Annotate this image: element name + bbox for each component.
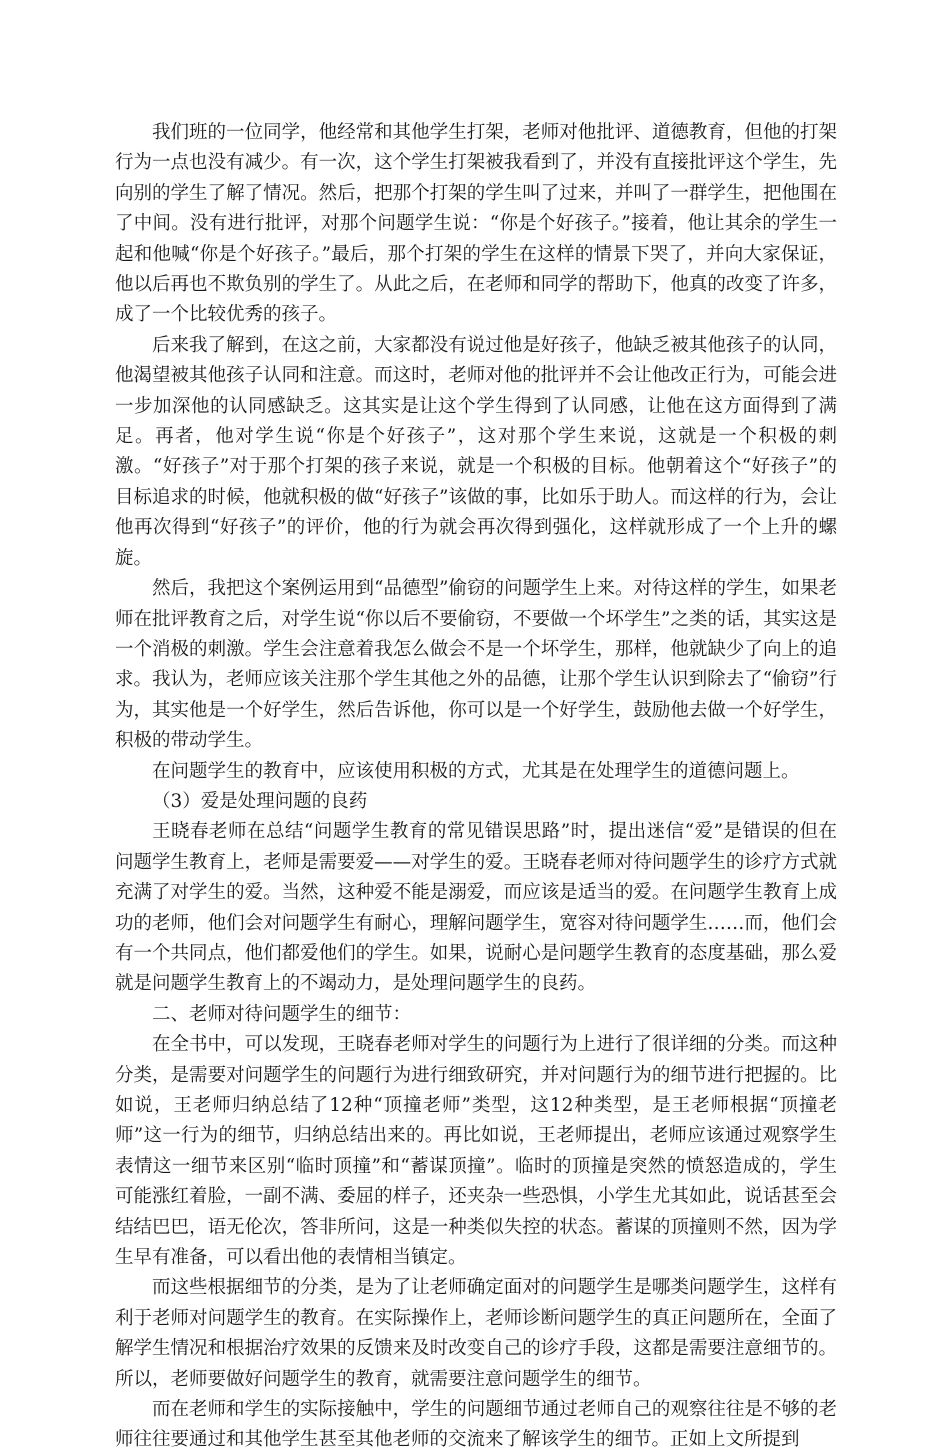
paragraph-theft-application: 然后，我把这个案例运用到“品德型”偷窃的问题学生上来。对待这样的学生，如果老师在批评教育之后，对学生说“你以后不要偷窃，不要做一个坏学生”之类的话，其实这是一个消极的刺激。学生会注意着我怎么做会不是一个坏学生，那样，他就缺少了向上的追求。我认为，老师应该关注那个学生其他之外的品德，让那个学生认识到除去了“偷窃”行为，其实他是一个好学生，然后告诉他，你可以是一个好学生，鼓励他去做一个好学生，积极的带动学生。 [115,578,837,752]
paragraph-positive-approach: 在问题学生的教育中，应该使用积极的方式，尤其是在处理学生的道德问题上。 [152,760,800,782]
section-heading-love: （3）爱是处理问题的良药 [152,790,368,812]
paragraph-analysis-recognition: 后来我了解到，在这之前，大家都没有说过他是好孩子，他缺乏被其他孩子的认同，他渴望被其他孩子认同和注意。而这时，老师对他的批评并不会让他改正行为，可能会进一步加深他的认同感缺乏。这其实是让这个学生得到了认同感，让他在这方面得到了满足。再者，他对学生说“你是个好孩子”，这对那个学生来说，这就是一个积极的刺激。“好孩子”对于那个打架的孩子来说，就是一个积极的目标。他朝着这个“好孩子”的目标追求的时候，他就积极的做“好孩子”该做的事，比如乐于助人。而这样的行为，会让他再次得到“好孩子”的评价，他的行为就会再次得到强化，这样就形成了一个上升的螺旋。 [115,334,837,569]
paragraph-details-purpose: 而这些根据细节的分类，是为了让老师确定面对的问题学生是哪类问题学生，这样有利于老师对问题学生的教育。在实际操作上，老师诊断问题学生的真正问题所在，全面了解学生情况和根据治疗效果的反馈来及时改变自己的诊疗手段，这都是需要注意细节的。所以，老师要做好问题学生的教育，就需要注意问题学生的细节。 [115,1277,837,1390]
paragraph-love-is-remedy: 王晓春老师在总结“问题学生教育的常见错误思路”时，提出迷信“爱”是错误的但在问题学生教育上，老师是需要爱——对学生的爱。王晓春老师对待问题学生的诊疗方式就充满了对学生的爱。当然，这种爱不能是溺爱，而应该是适当的爱。在问题学生教育上成功的老师，他们会对问题学生有耐心，理解问题学生，宽容对待问题学生……而，他们会有一个共同点，他们都爱他们的学生。如果，说耐心是问题学生教育的态度基础，那么爱就是问题学生教育上的不竭动力，是处理问题学生的良药。 [115,821,837,995]
paragraph-fighting-student-case: 我们班的一位同学，他经常和其他学生打架，老师对他批评、道德教育，但他的打架行为一点也没有减少。有一次，这个学生打架被我看到了，并没有直接批评这个学生，先向别的学生了解了情况。然后，把那个打架的学生叫了过来，并叫了一群学生，把他围在了中间。没有进行批评，对那个问题学生说：“你是个好孩子。”接着，他让其余的学生一起和他喊“你是个好孩子。”最后，那个打架的学生在这样的情景下哭了，并向大家保证，他以后再也不欺负别的学生了。从此之后，在老师和同学的帮助下，他真的改变了许多，成了一个比较优秀的孩子。 [115,122,837,326]
paragraph-observation-communication: 而在老师和学生的实际接触中，学生的问题细节通过老师自己的观察往往是不够的老师往往要通过和其他学生甚至其他老师的交流来了解该学生的细节。正如上文所提到 [115,1399,837,1451]
section-heading-details: 二、老师对待问题学生的细节： [152,1003,412,1025]
document-body [115,118,837,1456]
paragraph-classification-details: 在全书中，可以发现，王晓春老师对学生的问题行为上进行了很详细的分类。而这种分类，是需要对问题学生的问题行为进行细致研究，并对问题行为的细节进行把握的。比如说，王老师归纳总结了12种“顶撞老师”类型，这12种类型，是王老师根据“顶撞老师”这一行为的细节，归纳总结出来的。再比如说，王老师提出，老师应该通过观察学生表情这一细节来区别“临时顶撞”和“蓄谋顶撞”。临时的顶撞是突然的愤怒造成的，学生可能涨红着脸，一副不满、委屈的样子，还夹杂一些恐惧，小学生尤其如此，说话甚至会结结巴巴，语无伦次，答非所问，这是一种类似失控的状态。蓄谋的顶撞则不然，因为学生早有准备，可以看出他的表情相当镇定。 [115,1034,837,1269]
